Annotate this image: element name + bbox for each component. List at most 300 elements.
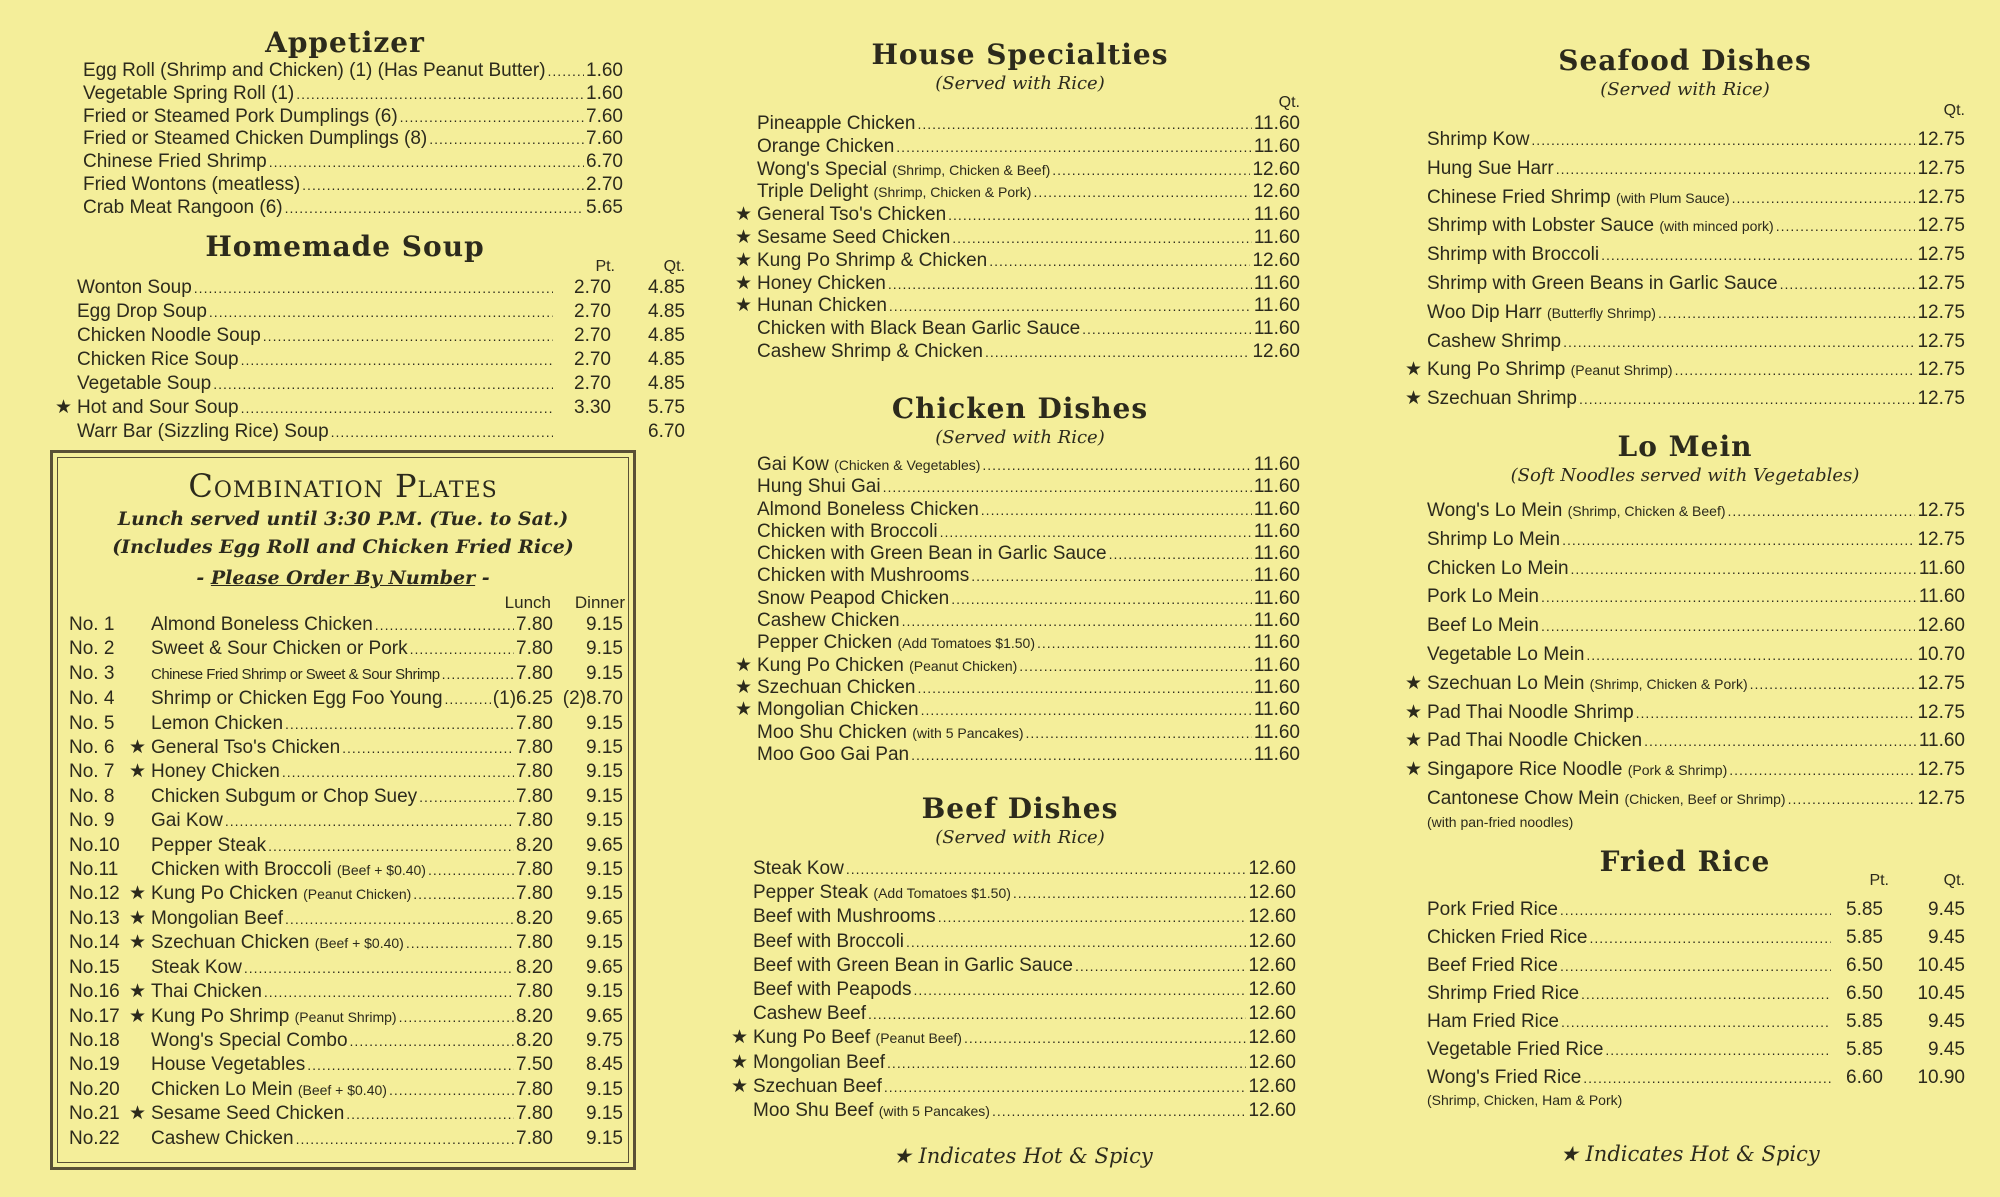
combo-item (53, 980, 633, 1004)
price-pint: 2.70 (574, 349, 611, 370)
dot-leader (1560, 952, 1831, 980)
item-name-text: Shrimp or Chicken Egg Foo Young (151, 688, 443, 710)
price-dinner: 9.15 (586, 785, 623, 807)
menu-item (1405, 1008, 1965, 1036)
house-col-header (735, 94, 1300, 114)
menu-item-name (1427, 184, 1730, 213)
menu-item (1405, 497, 1965, 526)
dot-leader (296, 83, 584, 106)
menu-item-price: 11.60 (1253, 721, 1300, 743)
combo-item-name (151, 834, 266, 858)
menu-item-name (757, 499, 979, 521)
item-name-text: Mongolian Chicken (757, 699, 919, 721)
menu-item-price: 11.60 (1253, 135, 1300, 157)
combo-number: No. 3 (69, 662, 115, 684)
item-name-text: Singapore Rice Noodle (1427, 759, 1623, 781)
item-note: (Chicken, Beef or Shrimp) (1624, 790, 1786, 807)
menu-item-name (757, 588, 949, 610)
hot-spicy-star-icon: ★ (129, 932, 147, 954)
menu-item (1405, 785, 1965, 814)
dot-leader (225, 809, 514, 833)
menu-item-price: 12.75 (1917, 186, 1965, 208)
menu-item-name: Egg Roll (Shrimp and Chicken) (1) (Has Peanut Butter) (83, 60, 546, 81)
menu-item (735, 204, 1300, 227)
dot-leader (940, 521, 1252, 543)
dot-leader (194, 276, 553, 300)
item-note: (Beef + $0.40) (336, 862, 426, 879)
price-pint: 5.85 (1846, 927, 1883, 948)
hot-spicy-star-icon: ★ (735, 272, 753, 294)
price-quart: 4.85 (648, 301, 685, 322)
menu-item-name: Chicken Noodle Soup (77, 325, 261, 346)
item-name-text: Orange Chicken (757, 135, 895, 157)
item-name-text: Sesame Seed Chicken (757, 226, 951, 248)
price-quart: 9.45 (1928, 1039, 1965, 1060)
menu-item-name: Vegetable Soup (77, 373, 212, 394)
item-note: (Shrimp, Chicken & Pork) (873, 184, 1032, 201)
combo-item-name (151, 1102, 344, 1126)
dot-leader (429, 128, 584, 151)
combo-item-name (151, 687, 443, 711)
price-dinner: 9.15 (586, 883, 623, 905)
dot-leader (413, 882, 514, 906)
combo-col-dinner: Dinner (574, 593, 625, 612)
combo-item-name (151, 956, 242, 980)
menu-item-name: Crab Meat Rangoon (6) (83, 196, 283, 218)
combo-number: No. 4 (69, 688, 115, 710)
price-dinner: 9.65 (586, 834, 623, 856)
combo-item (53, 882, 633, 906)
dot-leader (269, 151, 584, 174)
menu-item-price: 11.60 (1253, 587, 1300, 609)
item-name-text: Sesame Seed Chicken (151, 1103, 345, 1125)
menu-item (735, 113, 1300, 136)
combo-item (53, 907, 633, 931)
price-pint: 3.30 (574, 397, 611, 418)
house-title: House Specialties (871, 38, 1169, 71)
dot-leader (442, 662, 514, 686)
item-name-text: Pepper Steak (753, 882, 869, 904)
price-pint: 2.70 (574, 277, 611, 298)
menu-item (83, 174, 623, 197)
menu-item-price: 12.75 (1917, 701, 1965, 723)
menu-item (55, 324, 685, 348)
house-col-qt: Qt. (1278, 94, 1300, 111)
hot-spicy-star-icon: ★ (129, 1005, 147, 1027)
menu-item-name (757, 250, 987, 273)
price-dinner: 9.15 (586, 712, 623, 734)
hot-spicy-star-icon: ★ (731, 1051, 749, 1073)
menu-item-price: 11.60 (1253, 295, 1300, 317)
menu-item (1405, 555, 1965, 584)
combo-item (53, 834, 633, 858)
menu-item-name (1427, 699, 1634, 727)
menu-item (731, 1099, 1296, 1123)
dot-leader (913, 978, 1246, 1002)
item-name-text: Cashew Shrimp (1427, 330, 1562, 352)
combo-number: No.14 (69, 932, 120, 954)
combo-item-name (151, 662, 440, 687)
item-note: (Beef + $0.40) (314, 935, 404, 952)
menu-item (1405, 924, 1965, 952)
item-note: (Peanut Shrimp) (1570, 362, 1673, 379)
item-name-text: Shrimp with Lobster Sauce (1427, 215, 1655, 237)
dot-leader (1636, 699, 1916, 728)
price-lunch: 7.80 (516, 810, 553, 832)
combo-col-lunch: Lunch (504, 593, 551, 612)
combo-item-name (151, 809, 223, 833)
dot-leader (971, 565, 1252, 587)
menu-item (1405, 1064, 1965, 1092)
menu-item-name: Chinese Fried Shrimp (83, 151, 267, 173)
house-sub: (Served with Rice) (935, 73, 1105, 94)
menu-item (735, 677, 1300, 699)
menu-item-price: 12.75 (1917, 500, 1965, 521)
menu-item (1405, 583, 1965, 612)
dot-leader (948, 204, 1252, 227)
dot-leader (400, 106, 584, 129)
combo-number: No. 7 (69, 761, 115, 783)
dot-leader (1675, 356, 1916, 385)
item-name-text: Cashew Chicken (757, 610, 900, 632)
combo-item-name (151, 931, 404, 955)
menu-item (83, 83, 623, 106)
menu-item (83, 151, 623, 174)
combo-item-name (151, 1029, 348, 1053)
item-name-text: Steak Kow (753, 858, 844, 879)
menu-item-name (1427, 212, 1774, 241)
price-dinner: 9.65 (586, 1005, 623, 1027)
menu-item-price: 6.70 (586, 151, 623, 173)
menu-item-price: 1.60 (586, 60, 623, 81)
item-name-text: Thai Chicken (151, 981, 262, 1003)
menu-item-name (757, 610, 900, 632)
menu-item-name (1427, 555, 1569, 583)
dot-leader (1082, 318, 1252, 341)
price-lunch: 7.80 (516, 761, 553, 783)
price-quart: 4.85 (648, 277, 685, 298)
item-name-text: Chicken with Green Bean in Garlic Sauce (757, 543, 1107, 565)
dot-leader (951, 588, 1252, 610)
dot-leader (1052, 159, 1250, 182)
item-name-text: Almond Boneless Chicken (757, 498, 979, 520)
combo-item (53, 1102, 633, 1126)
menu-item (731, 857, 1296, 881)
menu-item-name (1427, 612, 1539, 640)
menu-item-name (757, 677, 915, 699)
menu-item-price: 2.70 (586, 173, 623, 195)
friedrice-col-header (1405, 872, 1965, 892)
price-lunch: 8.20 (516, 956, 553, 978)
dot-leader (889, 295, 1252, 318)
combination-plates-box (50, 450, 636, 1170)
dot-leader (263, 324, 553, 348)
combo-item (53, 736, 633, 760)
combo-item (53, 712, 633, 736)
menu-item-name (1427, 299, 1656, 328)
item-note: (with minced pork) (1659, 218, 1774, 235)
menu-item-price: 12.60 (1248, 1051, 1296, 1073)
menu-item-price: 11.60 (1918, 730, 1965, 752)
chicken-title: Chicken Dishes (891, 392, 1149, 425)
dot-leader (285, 907, 514, 931)
price-lunch: 7.80 (516, 737, 553, 759)
combo-item-name (151, 907, 283, 931)
dot-leader (244, 956, 514, 980)
menu-item-name (757, 227, 950, 250)
dot-leader (985, 341, 1250, 364)
dot-leader (1033, 181, 1250, 204)
combo-item (53, 662, 633, 687)
dot-leader (1586, 641, 1915, 670)
menu-item (1405, 896, 1965, 924)
menu-item-price: 11.60 (1253, 654, 1300, 676)
menu-item-price: 12.60 (1252, 181, 1300, 203)
menu-item (1405, 356, 1965, 385)
combo-number: No.19 (69, 1054, 120, 1076)
price-quart: 9.45 (1928, 1011, 1965, 1032)
menu-item (1405, 385, 1965, 414)
menu-item (735, 565, 1300, 587)
price-dinner: 8.45 (586, 1054, 623, 1076)
price-lunch: 7.80 (516, 981, 553, 1003)
soup-list (55, 276, 685, 444)
item-name-text: Moo Shu Beef (753, 1100, 874, 1122)
combo-item-name (151, 1053, 305, 1077)
hot-spicy-star-icon: ★ (129, 1103, 147, 1125)
item-name-text: Steak Kow (151, 956, 242, 978)
dot-leader (883, 476, 1252, 498)
menu-item-price: 11.60 (1253, 226, 1300, 248)
dot-leader (331, 420, 553, 444)
item-name-text: Hung Sue Harr (1427, 157, 1554, 179)
menu-item-name: Ham Fried Rice (1427, 1011, 1559, 1032)
hot-spicy-star-icon: ★ (735, 295, 753, 317)
menu-item-name: Wonton Soup (77, 277, 192, 298)
menu-item (731, 905, 1296, 929)
dot-leader (1728, 497, 1916, 526)
menu-item-name: Chicken Rice Soup (77, 349, 239, 370)
combo-item-name (151, 980, 262, 1004)
combo-order-text: Please Order By Number (210, 567, 476, 589)
seafood-sub: (Served with Rice) (1600, 79, 1770, 100)
combo-item (53, 931, 633, 955)
item-name-text: General Tso's Chicken (757, 204, 947, 226)
item-note: (Shrimp, Chicken & Beef) (1567, 503, 1726, 519)
combo-item-name (151, 637, 408, 661)
menu-item-name (757, 454, 980, 476)
menu-item-name (757, 136, 894, 159)
dot-leader (1562, 526, 1915, 555)
menu-item (731, 930, 1296, 954)
hot-spicy-star-icon: ★ (1405, 759, 1423, 781)
menu-item-price: 11.60 (1253, 632, 1300, 654)
menu-item (1405, 699, 1965, 728)
appetizer-list (83, 60, 685, 220)
beef-title: Beef Dishes (921, 792, 1119, 825)
item-name-text: Beef with Green Bean in Garlic Sauce (753, 954, 1074, 976)
menu-item-price: 12.60 (1248, 979, 1296, 1001)
menu-item (55, 276, 685, 300)
price-pint: 6.60 (1846, 1067, 1883, 1088)
menu-item (735, 722, 1300, 744)
combo-item-name (151, 613, 373, 637)
combo-item-name (151, 1127, 294, 1151)
menu-item-price: 12.75 (1917, 157, 1965, 179)
menu-item-name (753, 978, 911, 1001)
menu-item-price: 12.60 (1248, 1075, 1296, 1097)
menu-item-price: 11.60 (1253, 272, 1300, 294)
dot-leader (902, 610, 1252, 632)
hot-spicy-star-icon: ★ (1405, 730, 1423, 752)
menu-item (735, 181, 1300, 204)
menu-item-price: 12.60 (1248, 906, 1296, 928)
menu-item-price: 12.75 (1917, 388, 1965, 410)
dot-leader (1561, 1008, 1831, 1036)
dot-leader (342, 736, 514, 760)
item-note: (Pork & Shrimp) (1627, 762, 1728, 779)
menu-item (1405, 727, 1965, 756)
price-lunch: 7.80 (516, 614, 553, 635)
dot-leader (302, 174, 584, 197)
combo-number: No.22 (69, 1127, 120, 1149)
item-name-text: Pad Thai Noodle Chicken (1427, 730, 1643, 752)
dot-leader (846, 857, 1247, 881)
menu-item-name: Chicken Fried Rice (1427, 927, 1588, 948)
dot-leader (1605, 1036, 1831, 1064)
item-name-text: Szechuan Beef (753, 1075, 882, 1097)
combo-number: No. 8 (69, 785, 115, 807)
item-note: (Peanut Beef) (875, 1030, 962, 1047)
dot-leader (1541, 583, 1917, 612)
item-name-text: Honey Chicken (757, 272, 886, 294)
menu-item-name (1427, 356, 1673, 385)
item-name-text: Cantonese Chow Mein (1427, 787, 1620, 809)
menu-item-name (1427, 727, 1642, 755)
dot-leader (1560, 896, 1831, 924)
dot-leader (911, 744, 1252, 766)
combo-number: No.15 (69, 956, 120, 978)
menu-item (1405, 328, 1965, 357)
item-name-text: Shrimp Lo Mein (1427, 528, 1561, 550)
menu-item (735, 136, 1300, 159)
dot-leader (1563, 328, 1915, 357)
menu-item (735, 476, 1300, 498)
combo-item (53, 858, 633, 882)
menu-item-name (757, 565, 969, 587)
menu-item-name (753, 1026, 962, 1050)
dot-leader (1531, 126, 1915, 155)
menu-item-name (757, 159, 1050, 182)
menu-item-name (753, 857, 844, 880)
friedrice-title: Fried Rice (1599, 845, 1771, 878)
dot-leader (1013, 881, 1247, 905)
dot-leader (917, 113, 1251, 136)
item-name-text: Beef with Mushrooms (753, 906, 936, 928)
item-name-text: Kung Po Shrimp & Chicken (757, 249, 988, 271)
hot-spicy-star-icon: ★ (55, 397, 73, 418)
menu-item-name (757, 744, 909, 766)
item-name-text: Cashew Beef (753, 1003, 867, 1025)
item-name-text: Mongolian Beef (151, 907, 284, 929)
combo-number: No.11 (69, 859, 119, 881)
menu-item-name (757, 632, 1035, 654)
item-name-text: Szechuan Chicken (151, 932, 310, 954)
soup-col-header (55, 258, 685, 278)
menu-item-name (757, 204, 946, 227)
item-name-text: Chinese Fried Shrimp (1427, 186, 1611, 208)
menu-item-name (757, 476, 881, 498)
menu-item-price: 10.70 (1917, 643, 1965, 665)
combo-number: No. 2 (69, 638, 115, 660)
item-name-text: Mongolian Beef (753, 1051, 886, 1073)
menu-item-price: 11.60 (1253, 543, 1300, 565)
combo-number: No.13 (69, 907, 120, 929)
menu-item-name (753, 1002, 866, 1025)
price-lunch: 7.80 (516, 638, 553, 660)
menu-item-price: 12.75 (1917, 301, 1965, 323)
menu-item-price: 7.60 (586, 128, 623, 150)
hot-spicy-star-icon: ★ (735, 699, 753, 721)
combo-item-name (151, 1078, 387, 1102)
dot-leader (887, 1051, 1246, 1075)
price-dinner: 9.15 (586, 981, 623, 1003)
friedrice-col-qt: Qt. (1943, 872, 1965, 889)
dot-leader (241, 396, 553, 420)
item-name-text: Cashew Shrimp & Chicken (757, 340, 983, 362)
dot-leader (921, 699, 1252, 721)
combo-item-name (151, 736, 340, 760)
menu-item-price: 11.60 (1253, 743, 1300, 765)
item-name-text: Sweet & Sour Chicken or Pork (151, 638, 408, 660)
menu-item (735, 543, 1300, 565)
menu-item-name (1427, 241, 1599, 269)
menu-item (735, 250, 1300, 273)
price-lunch: 7.80 (516, 662, 553, 684)
menu-item (1405, 612, 1965, 641)
hot-spicy-star-icon: ★ (129, 883, 147, 905)
hot-spicy-star-icon: ★ (731, 1027, 749, 1049)
dot-leader (445, 687, 491, 711)
dot-leader (1732, 184, 1916, 213)
menu-item-name (757, 181, 1031, 204)
menu-item-name (753, 1075, 882, 1098)
dot-leader (1037, 632, 1252, 654)
combo-number: No.10 (69, 834, 120, 856)
price-pint: 2.70 (574, 373, 611, 394)
combo-item (53, 613, 633, 637)
menu-item-price: 12.75 (1917, 244, 1965, 266)
hot-spicy-star-icon: ★ (735, 226, 753, 248)
menu-item (1405, 526, 1965, 555)
price-lunch: 8.20 (516, 907, 553, 929)
item-name-text: Hunan Chicken (757, 295, 887, 317)
combo-item (53, 687, 633, 711)
menu-item-name: Shrimp Fried Rice (1427, 983, 1580, 1004)
menu-item-name: Beef Fried Rice (1427, 955, 1558, 976)
item-subnote: (with pan-fried noodles) (1427, 813, 1574, 830)
dot-leader (1788, 785, 1916, 814)
menu-item (1405, 670, 1965, 699)
item-name-text: Kung Po Shrimp (1427, 359, 1566, 381)
combo-item (53, 1005, 633, 1029)
item-note: (with 5 Pancakes) (878, 1103, 990, 1120)
seafood-col-header (1405, 102, 1965, 122)
menu-item (735, 341, 1300, 364)
menu-item-name (1427, 155, 1554, 183)
menu-item-name (757, 543, 1107, 565)
item-name-text: Chicken Lo Mein (151, 1078, 293, 1100)
